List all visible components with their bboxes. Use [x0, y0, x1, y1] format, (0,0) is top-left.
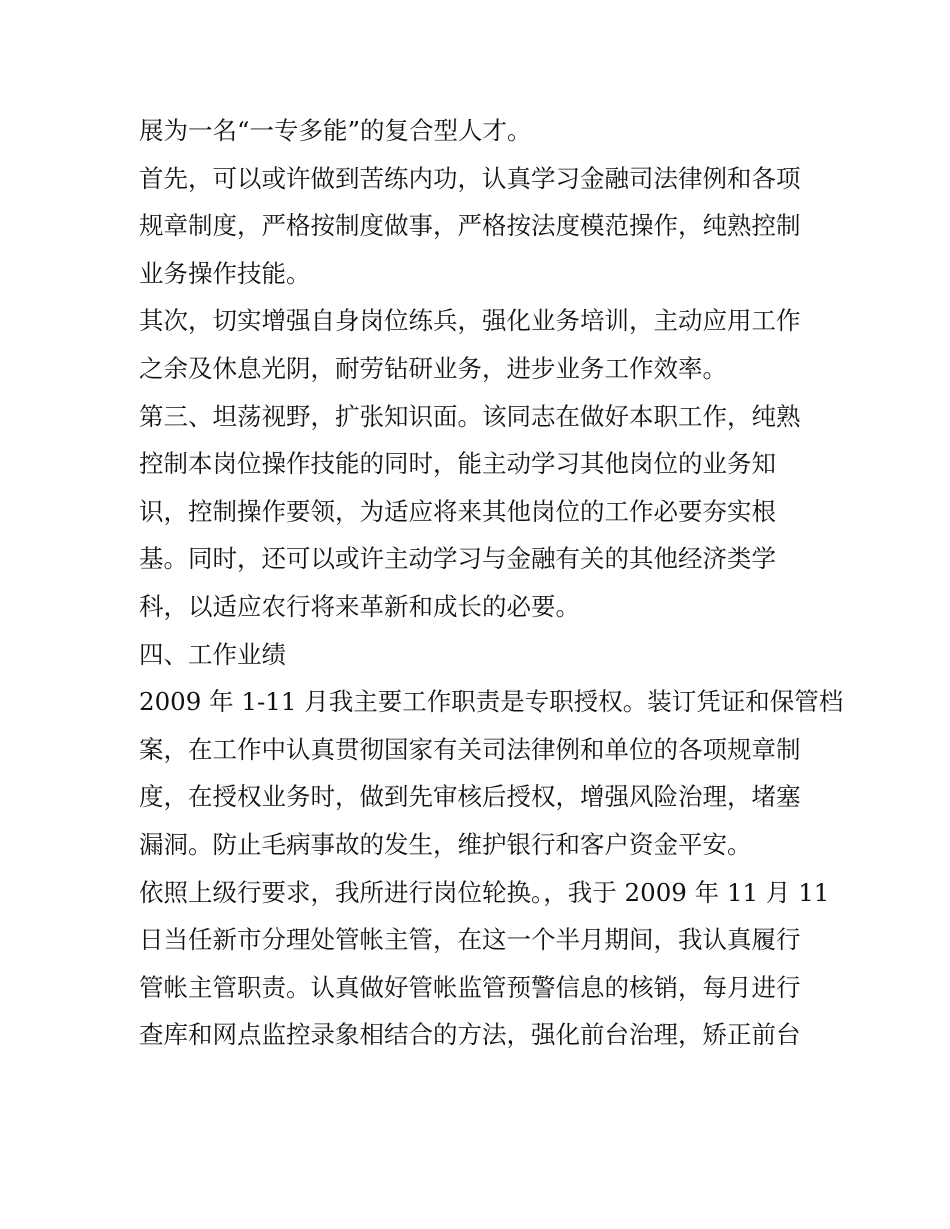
section-heading: 四、工作业绩: [139, 639, 286, 669]
body-text: [139, 107, 844, 1059]
text-line: 首先，可以或许做到苦练内功，认真学习金融司法律例和各项: [139, 163, 801, 193]
text-line: 其次，切实增强自身岗位练兵，强化业务培训，主动应用工作: [139, 306, 801, 336]
text-line: 科，以适应农行将来革新和成长的必要。: [139, 591, 580, 621]
text-line: 之余及休息光阴，耐劳钻研业务，进步业务工作效率。: [139, 353, 727, 383]
text-line: 日当任新市分理处管帐主管，在这一个半月期间，我认真履行: [139, 925, 801, 955]
text-line: 展为一名“一专多能”的复合型人才。: [139, 116, 532, 145]
text-line: 2009 年 1-11 月我主要工作职责是专职授权。装订凭证和保管档: [139, 687, 844, 717]
text-line: 度，在授权业务时，做到先审核后授权，增强风险治理，堵塞: [139, 782, 801, 812]
text-line: 控制本岗位操作技能的同时，能主动学习其他岗位的业务知: [139, 449, 776, 479]
text-line: 查库和网点监控录象相结合的方法，强化前台治理，矫正前台: [139, 1020, 801, 1050]
text-line: 基。同时，还可以或许主动学习与金融有关的其他经济类学: [139, 544, 776, 574]
text-line: 第三、坦荡视野，扩张知识面。该同志在做好本职工作，纯熟: [139, 401, 801, 431]
text-line: 业务操作技能。: [139, 258, 311, 288]
text-line: 依照上级行要求，我所进行岗位轮换。，我于 2009 年 11 月 11: [139, 877, 830, 907]
text-line: 规章制度，严格按制度做事，严格按法度模范操作，纯熟控制: [139, 211, 801, 241]
text-line: 案，在工作中认真贯彻国家有关司法律例和单位的各项规章制: [139, 734, 801, 764]
text-line: 管帐主管职责。认真做好管帐监管预警信息的核销，每月进行: [139, 972, 801, 1002]
text-line: 漏洞。防止毛病事故的发生，维护银行和客户资金平安。: [139, 829, 752, 859]
text-line: 识，控制操作要领，为适应将来其他岗位的工作必要夯实根: [139, 496, 776, 526]
